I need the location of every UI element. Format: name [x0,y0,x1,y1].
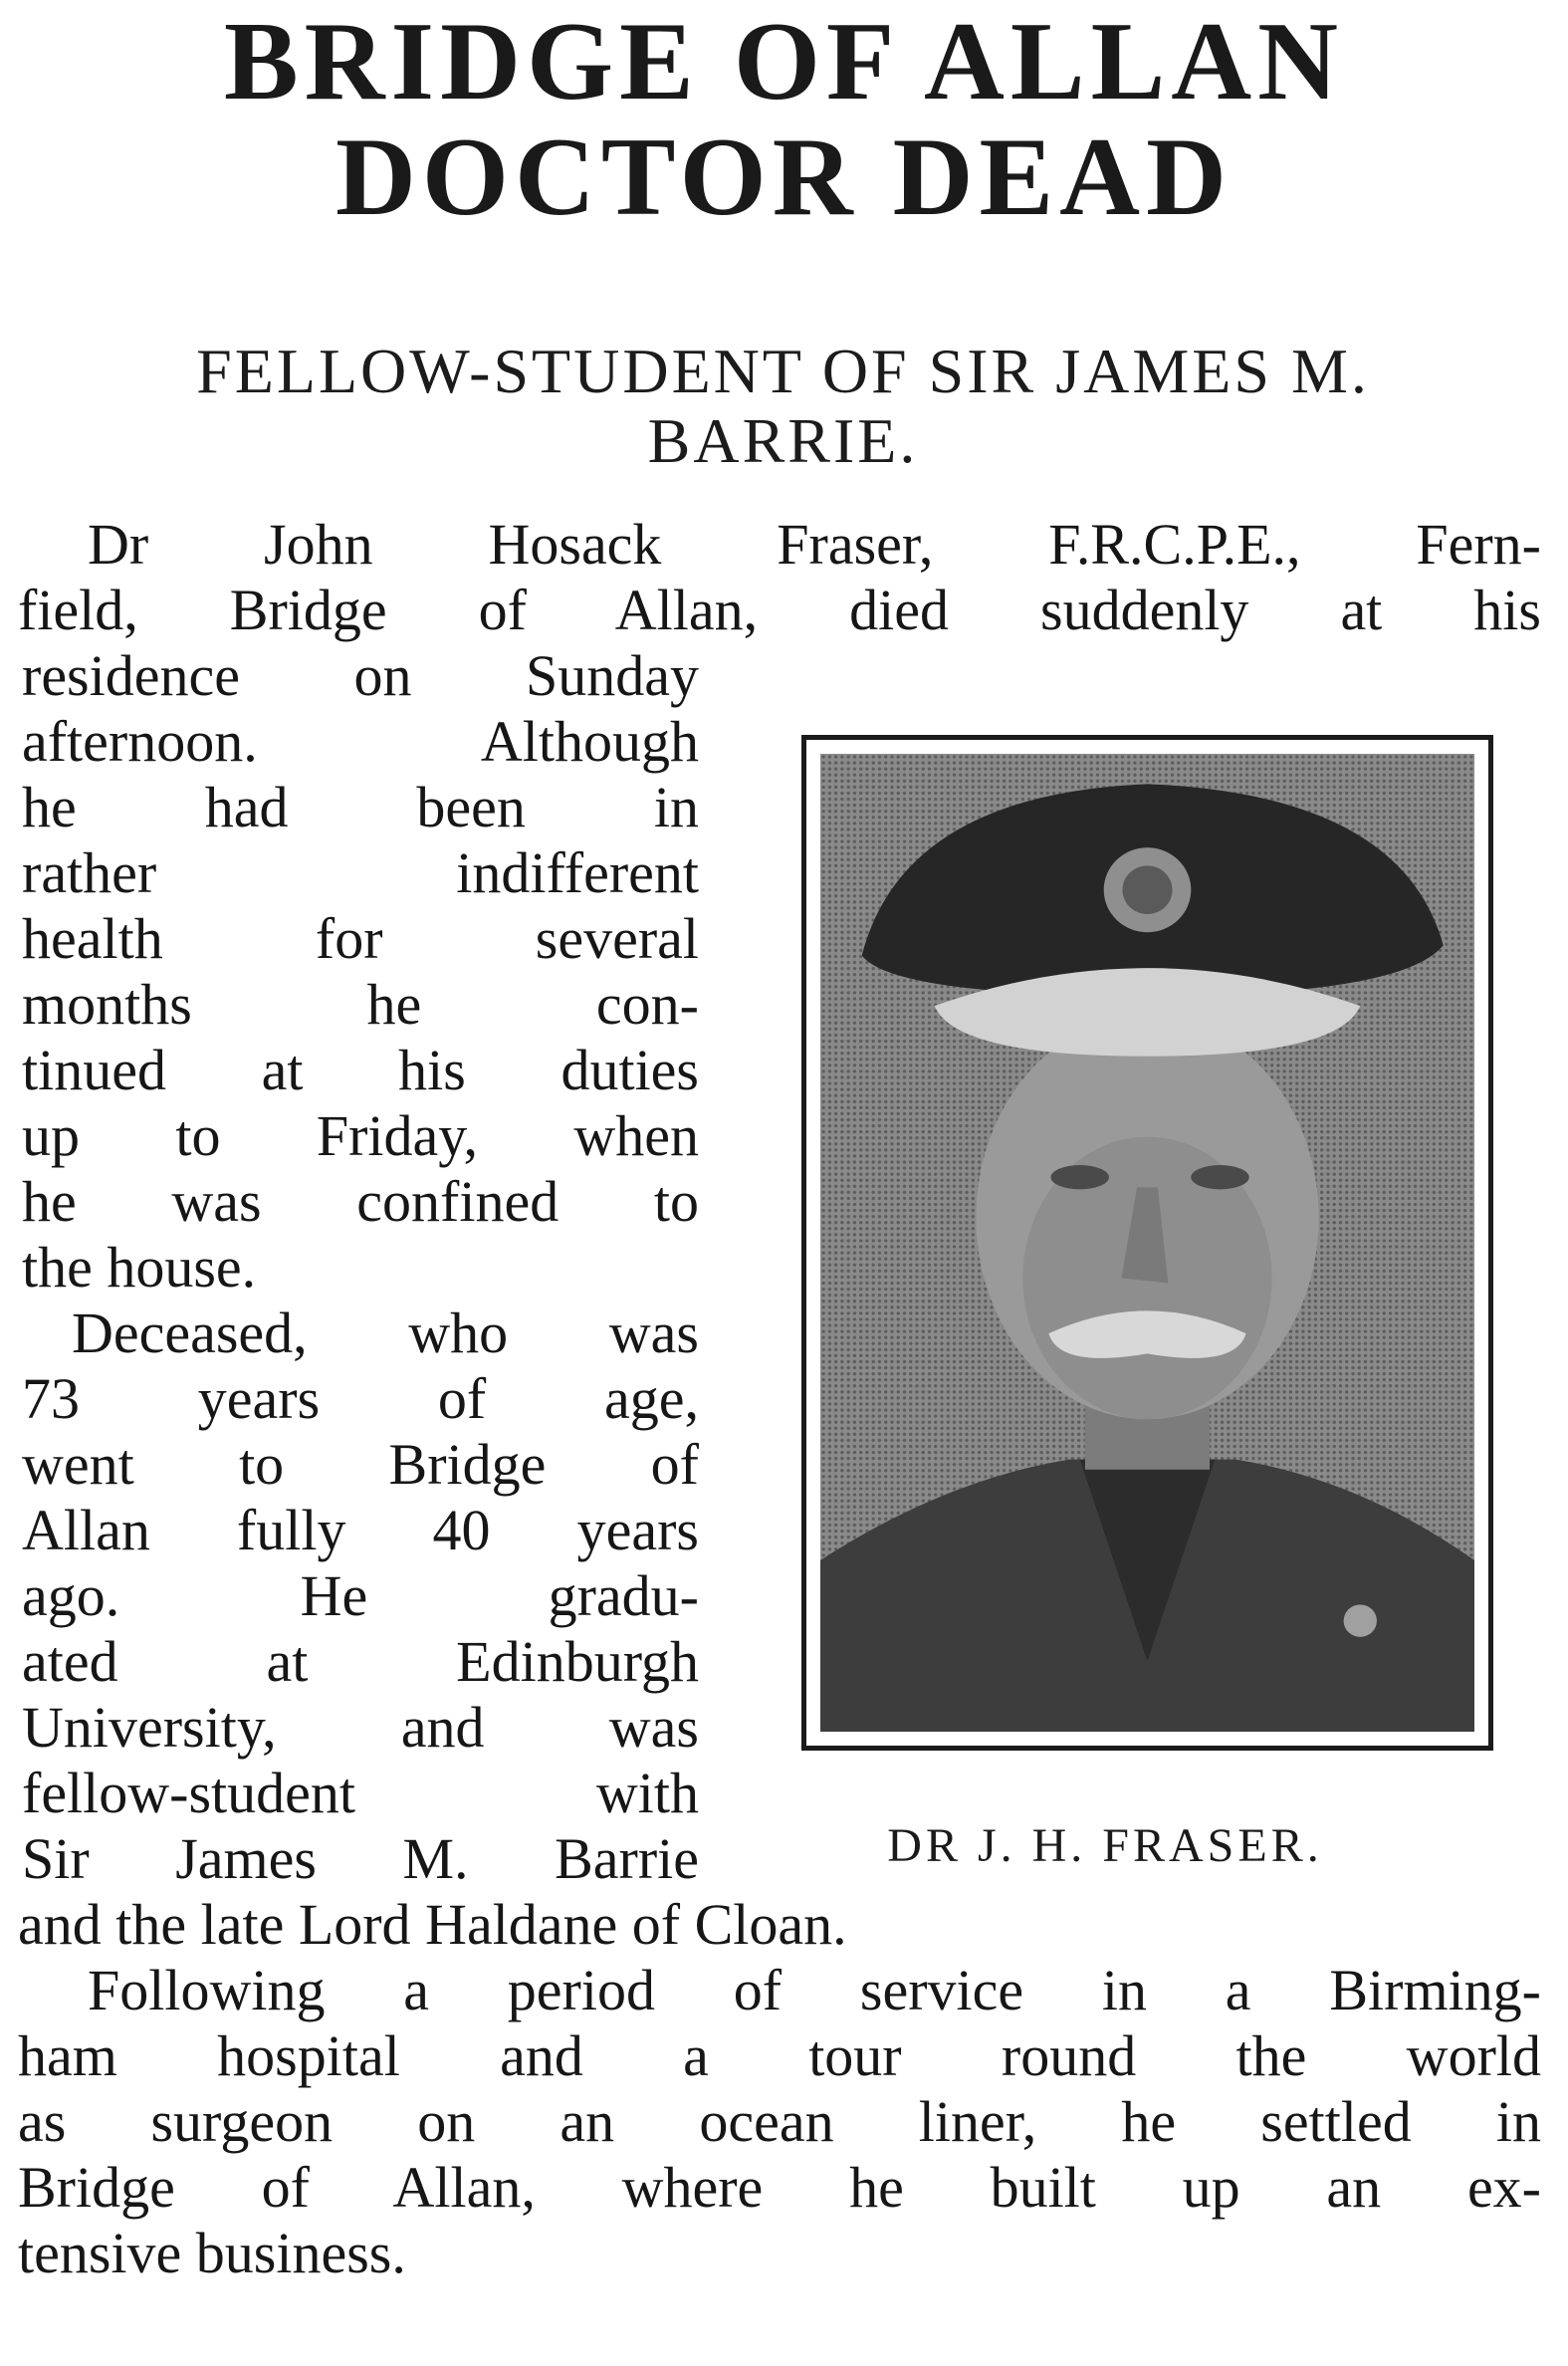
body-line: up to Friday, when [22,1103,699,1168]
body-line: the house. [22,1235,257,1300]
subheading-line-1: FELLOW-STUDENT OF SIR JAMES M. [196,336,1370,406]
headline-line-1: BRIDGE OF ALLAN [223,0,1345,123]
body-line: he had been in [22,775,699,839]
body-line: Sir James M. Barrie [22,1826,699,1891]
body-line: went to Bridge of [22,1432,699,1497]
body-line: tinued at his duties [22,1038,699,1102]
body-line: fellow-student with [22,1761,699,1825]
body-line: rather indifferent [22,840,699,905]
body-line: health for several [22,906,699,971]
body-line: Bridge of Allan, where he built up an ex- [18,2155,1541,2220]
body-line: University, and was [22,1695,699,1760]
body-line: Allan fully 40 years [22,1498,699,1562]
portrait-photo [820,754,1474,1732]
body-line: field, Bridge of Allan, died suddenly at his [18,578,1541,642]
body-line: tensive business. [18,2221,406,2285]
body-line: Deceased, who was [72,1301,699,1365]
portrait-frame [801,735,1493,1751]
body-line: afternoon. Although [22,709,699,774]
body-line: and the late Lord Haldane of Cloan. [18,1892,847,1957]
body-line: Dr John Hosack Fraser, F.R.C.P.E., Fern- [88,512,1541,577]
subheading-line-2: BARRIE. [647,405,919,476]
body-line: residence on Sunday [22,643,699,708]
body-line: Following a period of service in a Birming- [88,1958,1541,2022]
headline-line-2: DOCTOR DEAD [336,116,1232,239]
photo-caption: DR J. H. FRASER. [887,1819,1323,1872]
body-line: months he con- [22,972,699,1037]
body-line: ago. He gradu- [22,1563,699,1628]
body-line: 73 years of age, [22,1366,699,1431]
body-line: as surgeon on an ocean liner, he settled in [18,2089,1541,2154]
portrait-illustration [820,754,1474,1732]
body-line: he was confined to [22,1169,699,1234]
subheading [14,337,1552,476]
body-line: ham hospital and a tour round the world [18,2023,1541,2088]
body-line: ated at Edinburgh [22,1629,699,1694]
